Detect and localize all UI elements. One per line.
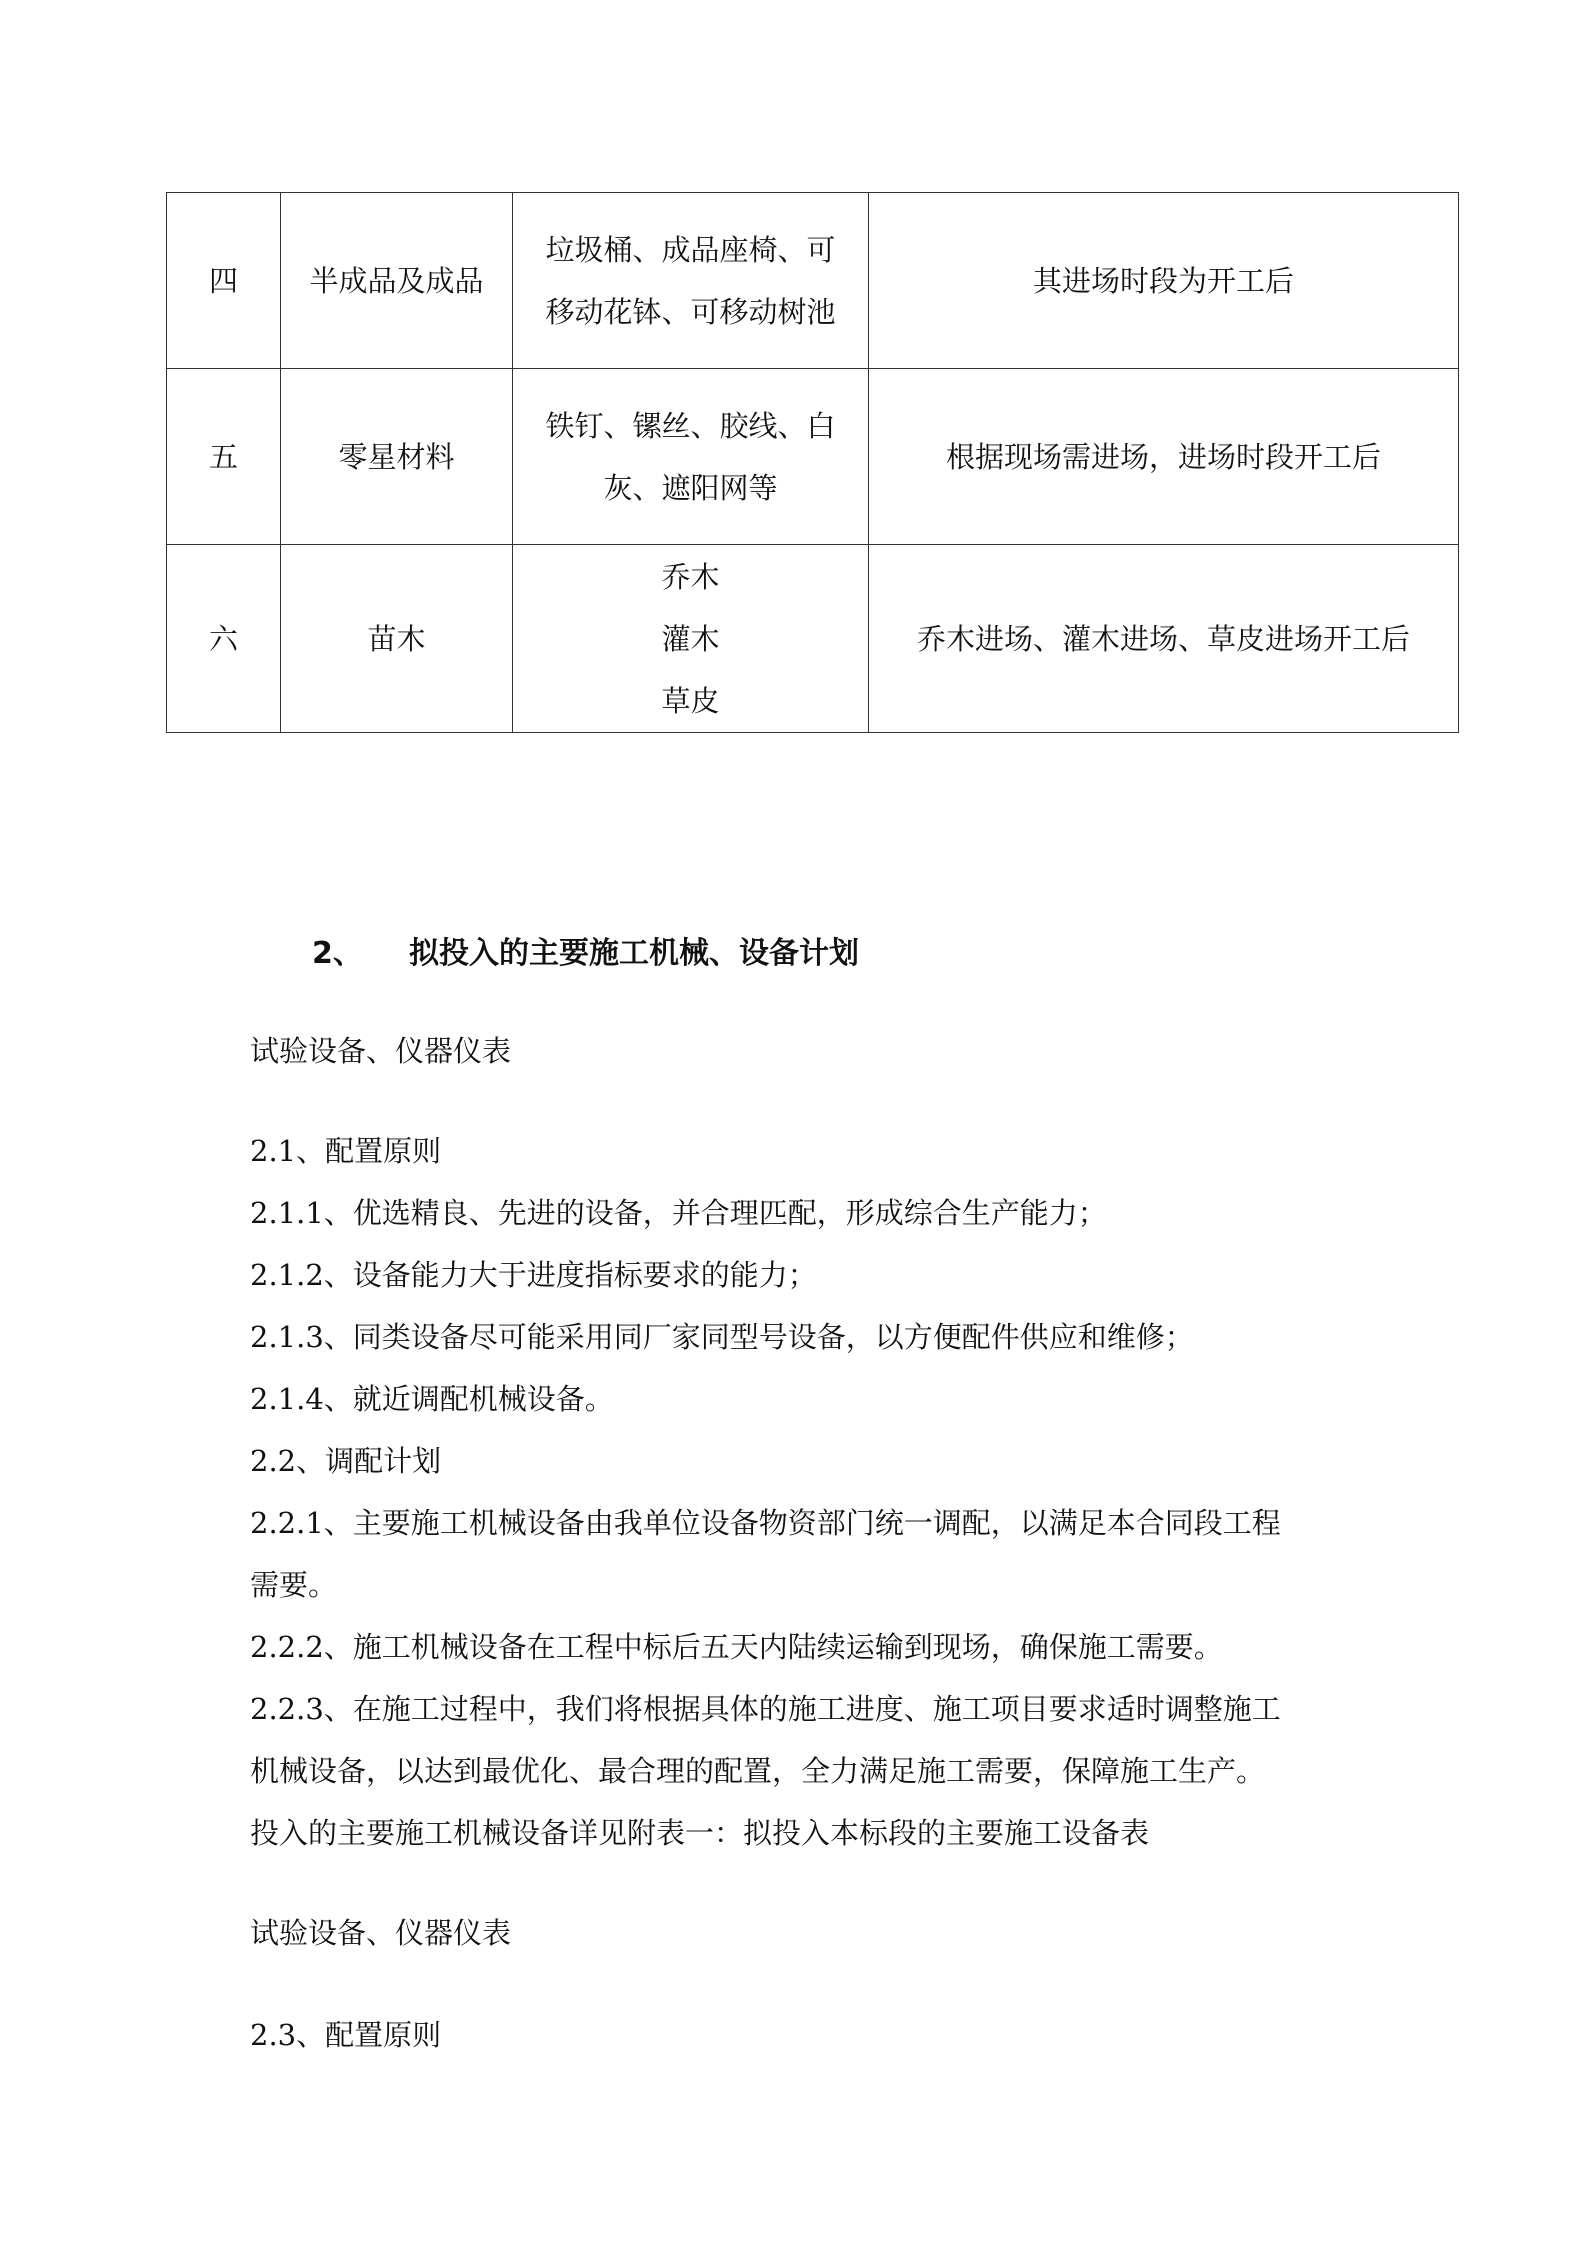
row-schedule: 乔木进场、灌木进场、草皮进场开工后 <box>869 545 1459 733</box>
paragraph: 2.1、配置原则 <box>250 1134 442 1168</box>
table-row <box>167 369 1459 545</box>
paragraph: 2.1.2、设备能力大于进度指标要求的能力； <box>250 1258 817 1292</box>
row-items <box>513 369 869 545</box>
row-category: 半成品及成品 <box>281 193 513 369</box>
row-index: 四 <box>167 193 281 369</box>
row-items <box>513 193 869 369</box>
item-line: 乔木 <box>661 559 720 594</box>
item-line: 移动花钵、可移动树池 <box>545 294 836 329</box>
paragraph: 2.2.2、施工机械设备在工程中标后五天内陆续运输到现场，确保施工需要。 <box>250 1630 1223 1664</box>
row-schedule: 其进场时段为开工后 <box>869 193 1459 369</box>
materials-schedule-table <box>166 192 1459 733</box>
paragraph: 机械设备，以达到最优化、最合理的配置，全力满足施工需要，保障施工生产。 <box>250 1754 1266 1788</box>
row-schedule: 根据现场需进场，进场时段开工后 <box>869 369 1459 545</box>
item-line: 草皮 <box>661 683 720 718</box>
section-number: 2、 <box>312 936 363 971</box>
paragraph: 试验设备、仪器仪表 <box>250 1034 512 1068</box>
row-category: 零星材料 <box>281 369 513 545</box>
row-index: 六 <box>167 545 281 733</box>
paragraph: 2.2.3、在施工过程中，我们将根据具体的施工进度、施工项目要求适时调整施工 <box>250 1692 1281 1726</box>
paragraph: 投入的主要施工机械设备详见附表一：拟投入本标段的主要施工设备表 <box>250 1816 1150 1850</box>
item-line: 垃圾桶、成品座椅、可 <box>545 232 836 267</box>
paragraph: 2.3、配置原则 <box>250 2018 442 2052</box>
paragraph: 2.1.3、同类设备尽可能采用同厂家同型号设备，以方便配件供应和维修； <box>250 1320 1194 1354</box>
section-title: 拟投入的主要施工机械、设备计划 <box>409 936 859 971</box>
paragraph: 2.2、调配计划 <box>250 1444 442 1478</box>
row-items <box>513 545 869 733</box>
paragraph: 2.2.1、主要施工机械设备由我单位设备物资部门统一调配，以满足本合同段工程 <box>250 1506 1281 1540</box>
item-line: 灰、遮阳网等 <box>603 470 778 505</box>
table-row <box>167 545 1459 733</box>
paragraph: 试验设备、仪器仪表 <box>250 1916 512 1950</box>
item-line: 灌木 <box>661 621 720 656</box>
section-heading <box>312 928 859 972</box>
paragraph: 2.1.4、就近调配机械设备。 <box>250 1382 614 1416</box>
row-index: 五 <box>167 369 281 545</box>
paragraph: 需要。 <box>250 1568 338 1602</box>
table-row <box>167 193 1459 369</box>
row-category: 苗木 <box>281 545 513 733</box>
item-line: 铁钉、镙丝、胶线、白 <box>545 408 836 443</box>
paragraph: 2.1.1、优选精良、先进的设备，并合理匹配，形成综合生产能力； <box>250 1196 1107 1230</box>
